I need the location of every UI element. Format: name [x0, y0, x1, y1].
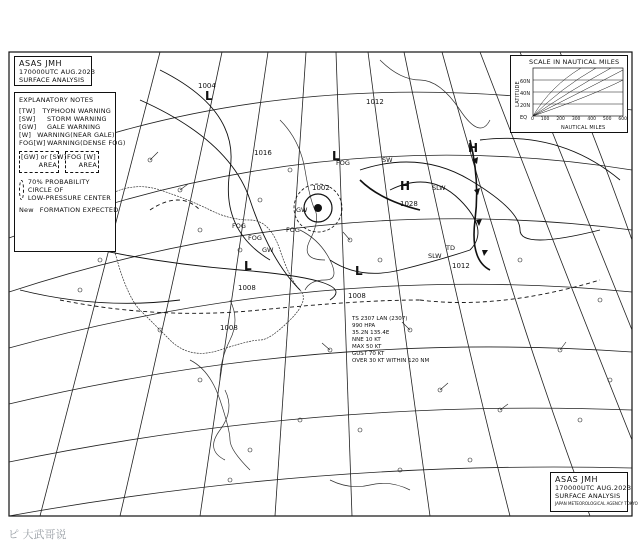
- typhoon-line: 990 HPA: [352, 323, 376, 329]
- legend-new-text: FORMATION EXPECTED: [39, 206, 119, 214]
- legend-text: STORM WARNING: [47, 115, 107, 123]
- warning-label: GW: [262, 246, 274, 254]
- legend-item: [19, 139, 126, 147]
- fronts: [360, 140, 490, 270]
- scale-nm-tick: 300: [571, 117, 581, 122]
- footer-box: [550, 472, 638, 512]
- typhoon-info: [351, 316, 429, 364]
- legend-item: [19, 123, 111, 131]
- typhoon-line: OVER 30 KT WITHIN 120 NM: [352, 358, 430, 364]
- warning-label: TD: [446, 244, 455, 252]
- legend-text: WARNING(DENSE FOG): [47, 139, 126, 147]
- warning-label: SLW: [428, 252, 442, 260]
- scale-xlabel: NAUTICAL MILES: [561, 125, 606, 131]
- footer-line-3: SURFACE ANALYSIS: [555, 492, 621, 500]
- scale-nm-tick: 0: [531, 117, 534, 122]
- pressure-label: H: [468, 141, 479, 155]
- title-line-3: SURFACE ANALYSIS: [19, 76, 85, 84]
- legend-code: [W]: [19, 131, 32, 139]
- footer-agency: JAPAN METEOROLOGICAL AGENCY TOKYO: [555, 501, 638, 506]
- warning-label: SW: [382, 156, 393, 164]
- scale-title: SCALE IN NAUTICAL MILES: [529, 58, 620, 66]
- pressure-label: L: [332, 149, 340, 163]
- legend-prob-2: CIRCLE OF: [27, 186, 64, 194]
- legend-text: GALE WARNING: [47, 123, 101, 131]
- isobar-value: 1008: [348, 292, 366, 300]
- legend-box: [14, 92, 126, 252]
- scale-nm-tick: 500: [602, 117, 612, 122]
- legend-prob-3: LOW-PRESSURE CENTER: [27, 194, 111, 202]
- isobar-value: 1012: [366, 98, 384, 106]
- typhoon-line: NNE 10 KT: [352, 337, 381, 343]
- legend-area-gw-sw: [19, 151, 67, 173]
- legend-code: [GW]: [19, 123, 37, 131]
- warning-labels: [232, 156, 455, 260]
- scale-nm-tick: 600: [618, 117, 627, 122]
- warning-label: FOG: [232, 222, 246, 230]
- isobar-value: 1002: [312, 184, 330, 192]
- scale-lat-ticks: [520, 76, 530, 124]
- legend-code: [TW]: [19, 107, 36, 115]
- legend-area-word: AREA: [38, 161, 57, 169]
- isobar-value: 1004: [198, 82, 216, 90]
- legend-prob-1: 70% PROBABILITY: [27, 178, 90, 186]
- scale-lat-tick: EQ: [520, 115, 528, 121]
- legend-new-label: New: [19, 206, 34, 214]
- legend-title: EXPLANATORY NOTES: [19, 96, 94, 104]
- legend-item: [19, 115, 111, 123]
- typhoon-line: 35.2N 135.4E: [352, 330, 390, 336]
- pressure-label: L: [244, 259, 252, 273]
- typhoon-line: MAX 50 KT: [352, 344, 382, 350]
- legend-area-word: AREA: [78, 161, 97, 169]
- footer-line-1: ASAS JMH: [555, 475, 599, 484]
- isobar-value: 1008: [220, 324, 238, 332]
- legend-area-a-label: [GW] or [SW]: [21, 153, 67, 161]
- scale-box: [510, 55, 628, 133]
- isobar-value: 1008: [238, 284, 256, 292]
- legend-area-fog: [65, 151, 99, 173]
- coastlines: [100, 60, 490, 490]
- legend-code: [SW]: [19, 115, 36, 123]
- isobar-value: 1028: [400, 200, 418, 208]
- title-line-2: 170000UTC AUG.2023: [19, 68, 96, 76]
- scale-nm-ticks: [531, 117, 627, 122]
- isobar-labels: [198, 82, 470, 332]
- legend-area-b-label: FOG [W]: [67, 153, 96, 161]
- isobar-value: 1012: [452, 262, 470, 270]
- title-line-1: ASAS JMH: [19, 59, 63, 68]
- warning-label: SLW: [432, 184, 446, 192]
- warning-label: FOG: [248, 234, 262, 242]
- scale-nm-tick: 100: [540, 117, 550, 122]
- legend-item: [19, 107, 111, 115]
- scale-lat-tick: 40N: [520, 91, 531, 97]
- typhoon-line: TS 2307 LAN (2307): [352, 316, 408, 322]
- warning-label: FOG: [286, 226, 300, 234]
- typhoon-line: GUST 70 KT: [352, 351, 385, 357]
- footer-line-2: 170000UTC AUG.2023: [555, 484, 632, 492]
- legend-area-row: [19, 151, 111, 173]
- scale-lat-tick: 20N: [520, 103, 531, 109]
- scale-lat-tick: 60N: [520, 79, 531, 85]
- legend-new-row: [19, 206, 119, 214]
- pressure-label: L: [355, 264, 363, 278]
- scale-nm-tick: 200: [556, 117, 565, 122]
- pressure-label: L: [205, 89, 213, 103]
- legend-code: FOG[W]: [19, 139, 46, 147]
- scale-ylabel: LATITUDE: [514, 81, 521, 107]
- isobar-value: 1016: [254, 149, 272, 157]
- title-box: [14, 56, 96, 86]
- legend-item: [19, 131, 115, 139]
- prob-circle-icon: [19, 180, 24, 200]
- watermark: ピ 大武哥说: [8, 528, 67, 541]
- isobars-dashed: [60, 200, 600, 313]
- pressure-label: H: [400, 179, 411, 193]
- legend-text: TYPHOON WARNING: [42, 107, 111, 115]
- legend-prob-row: [19, 178, 111, 202]
- legend-text: WARNING(NEAR GALE): [37, 131, 115, 139]
- scale-nm-tick: 400: [587, 117, 596, 122]
- warning-label: FOG: [336, 159, 350, 167]
- warning-label: GW: [296, 206, 308, 214]
